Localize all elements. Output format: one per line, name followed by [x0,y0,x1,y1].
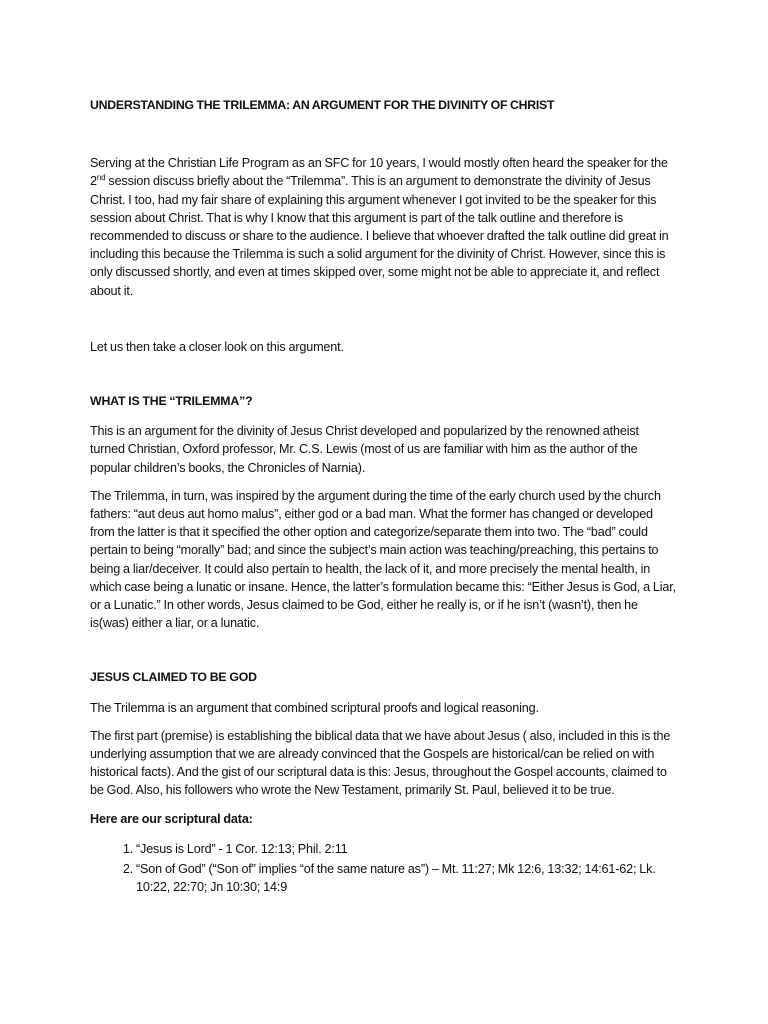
intro-text-part2: session discuss briefly about the “Trilemma”. This is an argument to demonstrate the divinity of Jesus Christ. I too, had my fair share of explaining this argument whenever I got invited to be the speaker for this session about Christ. That is why I know that this argument is part of the talk outline and therefore is recommended to discuss or share to the audience. I believe that whoever drafted the talk outline did great in including this because the Trilemma is such a solid argument for the divinity of Christ. However, since this is only discussed shortly, and even at times skipped over, some might not be able to appreciate it, and reflect about it. [90,174,669,298]
intro-superscript: nd [96,173,106,183]
closer-look-paragraph: Let us then take a closer look on this argument. [90,339,344,354]
claimed-god-paragraph-1: The Trilemma is an argument that combined scriptural proofs and logical reasoning. [90,700,539,715]
intro-text-part1: Serving at the Christian Life Program as an SFC for 10 years, I would mostly often heard the speaker for the 2 [90,156,668,189]
intro-paragraph [90,154,676,300]
trilemma-paragraph-1: This is an argument for the divinity of Jesus Christ developed and popularized by the renowned atheist turned Christian, Oxford professor, Mr. C.S. Lewis (most of us are familiar with him as the author of the popular children’s books, the Chronicles of Narnia). [90,424,639,475]
list-item: 2. “Son of God” (“Son of” implies “of the same nature as”) – Mt. 11:27; Mk 12:6, 13:32; 14:61-62; Lk. 10:22, 22:70; Jn 10:30; 14:9 [136,860,676,896]
section-heading-claimed-god: JESUS CLAIMED TO BE GOD [90,670,257,685]
document-title: UNDERSTANDING THE TRILEMMA: AN ARGUMENT FOR THE DIVINITY OF CHRIST [90,98,555,112]
list-item: 1. “Jesus is Lord” - 1 Cor. 12:13; Phil. 2:11 [136,840,676,858]
scriptural-data-list [90,840,676,897]
section-heading-trilemma: WHAT IS THE “TRILEMMA”? [90,394,253,409]
trilemma-paragraph-2: The Trilemma, in turn, was inspired by the argument during the time of the early church used by the church fathers: “aut deus aut homo malus”, either god or a bad man. What the former has changed or developed from the latter is that it specified the other option and categorize/separate them into two. The “bad” could pertain to being “morally” bad; and since the subject’s main action was teaching/preaching, this pertains to being a liar/deceiver. It could also pertain to health, the lack of it, and more precisely the mental health, in which case being a lunatic or insane. Hence, the latter’s formulation became this: “Either Jesus is God, a Liar, or a Lunatic.” In other words, Jesus claimed to be God, either he really is, or if he isn’t (wasn’t), then he is(was) either a liar, or a lunatic. [90,488,676,631]
document-page [90,96,676,899]
claimed-god-paragraph-2: The first part (premise) is establishing the biblical data that we have about Jesus ( also, included in this is the underlying assumption that we are already convinced that the Gospels are historical/can be relied on with historical facts). And the gist of our scriptural data is this: Jesus, throughout the Gospel accounts, claimed to be God. Also, his followers who wrote the New Testament, primarily St. Paul, believed it to be true. [90,728,671,798]
scriptural-data-heading: Here are our scriptural data: [90,811,253,826]
